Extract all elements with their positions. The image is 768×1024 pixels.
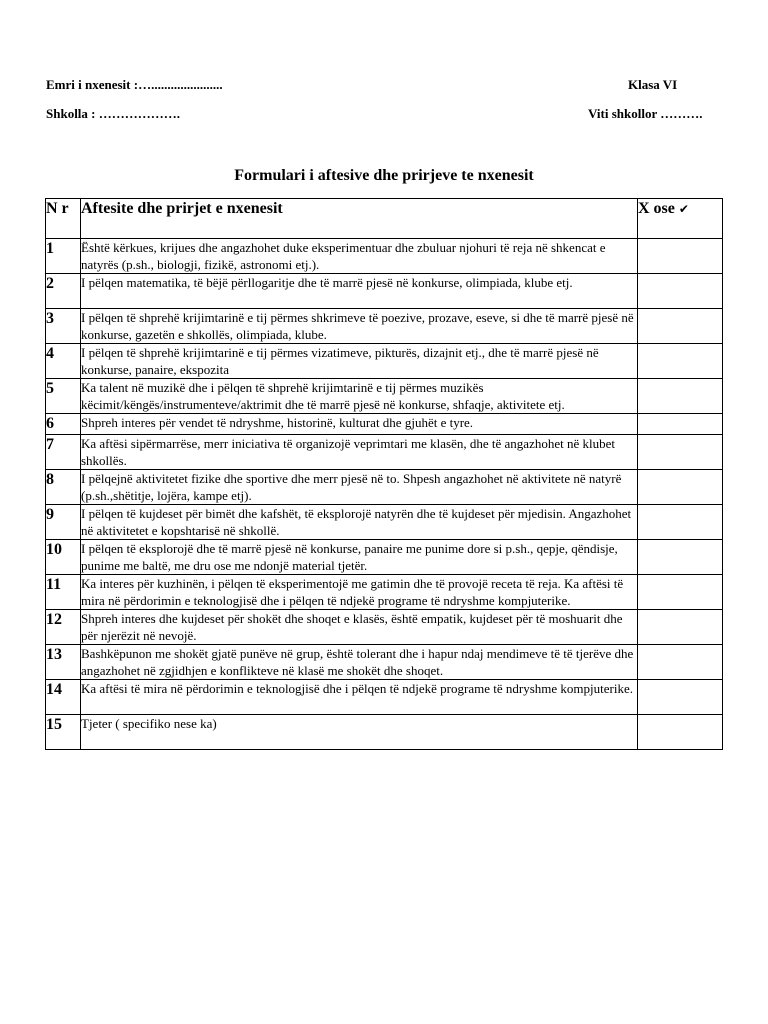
aptitude-description: Është kërkues, krijues dhe angazhohet duke eksperimentuar dhe zbuluar njohuri të reja në shkencat e natyrës (p.sh., biologji, fizikë, astronomi etj.). [81, 239, 638, 274]
table-row [46, 239, 723, 274]
table-row [46, 274, 723, 309]
column-header-mark-label: X ose [638, 200, 675, 217]
table-row [46, 540, 723, 575]
table-row [46, 715, 723, 750]
row-number: 3 [46, 309, 81, 344]
table-row [46, 344, 723, 379]
mark-cell[interactable] [638, 505, 723, 540]
mark-cell[interactable] [638, 610, 723, 645]
form-title: Formulari i aftesive dhe prirjeve te nxenesit [234, 167, 534, 184]
aptitude-description: Ka interes për kuzhinën, i pëlqen të eksperimentojë me gatimin dhe të provojë receta të reja. Ka aftësi të mira në përdorimin e teknologjisë dhe i pëlqen të ndjekë programe të ndryshme kompjuterike. [81, 575, 638, 610]
row-number: 10 [46, 540, 81, 575]
row-number: 6 [46, 414, 81, 435]
aptitude-description: Shpreh interes për vendet të ndryshme, historinë, kulturat dhe gjuhët e tyre. [81, 414, 638, 435]
class-label: Klasa VI [628, 77, 678, 92]
aptitude-description: I pëlqen matematika, të bëjë përllogaritje dhe të marrë pjesë në konkurse, olimpiada, klube etj. [81, 274, 638, 309]
column-header-aptitudes: Aftesite dhe prirjet e nxenesit [81, 199, 638, 239]
table-row [46, 435, 723, 470]
column-header-nr: N r [46, 199, 81, 239]
mark-cell[interactable] [638, 344, 723, 379]
aptitude-description: I pëlqejnë aktivitetet fizike dhe sportive dhe merr pjesë në to. Shpesh angazhohet në aktivitete në natyrë (p.sh.,shëtitje, lojëra, kampe etj). [81, 470, 638, 505]
table-row [46, 414, 723, 435]
row-number: 5 [46, 379, 81, 414]
aptitude-description: Ka aftësi sipërmarrëse, merr iniciativa të organizojë veprimtari me klasën, dhe të angazhohet në klubet shkollës. [81, 435, 638, 470]
aptitude-description: Shpreh interes dhe kujdeset për shokët dhe shoqet e klasës, është empatik, kujdeset për të moshuarit dhe për njerëzit në nevojë. [81, 610, 638, 645]
row-number: 2 [46, 274, 81, 309]
aptitude-description: Bashkëpunon me shokët gjatë punëve në grup, është tolerant dhe i hapur ndaj mendimeve të të tjerëve dhe angazhohet në zgjidhjen e konflikteve në klasë me shokët dhe shoqet. [81, 645, 638, 680]
row-number: 14 [46, 680, 81, 715]
mark-cell[interactable] [638, 680, 723, 715]
aptitude-description: Ka aftësi të mira në përdorimin e teknologjisë dhe i pëlqen të ndjekë programe të ndryshme kompjuterike. [81, 680, 638, 715]
mark-cell[interactable] [638, 645, 723, 680]
aptitude-description: I pëlqen të shprehë krijimtarinë e tij përmes shkrimeve të poezive, prozave, eseve, si dhe të marrë pjesë në konkurse, gazetën e shkollës, olimpiada, klube. [81, 309, 638, 344]
row-number: 4 [46, 344, 81, 379]
check-mark-icon: ✔ [678, 202, 689, 216]
aptitude-description: Ka talent në muzikë dhe i pëlqen të shprehë krijimtarinë e tij përmes muzikës këcimit/këngës/instrumenteve/aktrimit dhe të marrë pjesë në konkurse, shfaqje, aktivitete etj. [81, 379, 638, 414]
mark-cell[interactable] [638, 575, 723, 610]
mark-cell[interactable] [638, 435, 723, 470]
row-number: 12 [46, 610, 81, 645]
mark-cell[interactable] [638, 470, 723, 505]
row-number: 8 [46, 470, 81, 505]
student-name-field: Emri i nxenesit :…...................... [46, 77, 223, 92]
row-number: 1 [46, 239, 81, 274]
school-year-field: Viti shkollor ………. [588, 106, 703, 121]
table-header-row [46, 199, 723, 239]
table-row [46, 575, 723, 610]
row-number: 15 [46, 715, 81, 750]
row-number: 7 [46, 435, 81, 470]
aptitude-description: I pëlqen të kujdeset për bimët dhe kafshët, të eksplorojë natyrën dhe të kujdeset për mjedisin. Angazhohet në aktivitetet e kopshtarisë në shkollë. [81, 505, 638, 540]
table-row [46, 379, 723, 414]
mark-cell[interactable] [638, 274, 723, 309]
aptitude-description: I pëlqen të eksplorojë dhe të marrë pjesë në konkurse, panaire me punime dore si p.sh., qepje, qëndisje, punime me baltë, me dru ose me ndonjë material tjetër. [81, 540, 638, 575]
school-field: Shkolla : ………………. [46, 106, 180, 121]
aptitudes-table [45, 198, 723, 750]
row-number: 11 [46, 575, 81, 610]
row-number: 13 [46, 645, 81, 680]
aptitude-description: I pëlqen të shprehë krijimtarinë e tij përmes vizatimeve, pikturës, dizajnit etj., dhe të marrë pjesë në konkurse, panaire, ekspozita [81, 344, 638, 379]
table-body [46, 239, 723, 750]
table-row [46, 309, 723, 344]
mark-cell[interactable] [638, 715, 723, 750]
mark-cell[interactable] [638, 379, 723, 414]
table-row [46, 680, 723, 715]
mark-cell[interactable] [638, 540, 723, 575]
aptitude-description: Tjeter ( specifiko nese ka) [81, 715, 638, 750]
table-row [46, 505, 723, 540]
column-header-mark [638, 199, 723, 239]
table-row [46, 610, 723, 645]
mark-cell[interactable] [638, 239, 723, 274]
table-row [46, 645, 723, 680]
row-number: 9 [46, 505, 81, 540]
table-row [46, 470, 723, 505]
mark-cell[interactable] [638, 309, 723, 344]
mark-cell[interactable] [638, 414, 723, 435]
